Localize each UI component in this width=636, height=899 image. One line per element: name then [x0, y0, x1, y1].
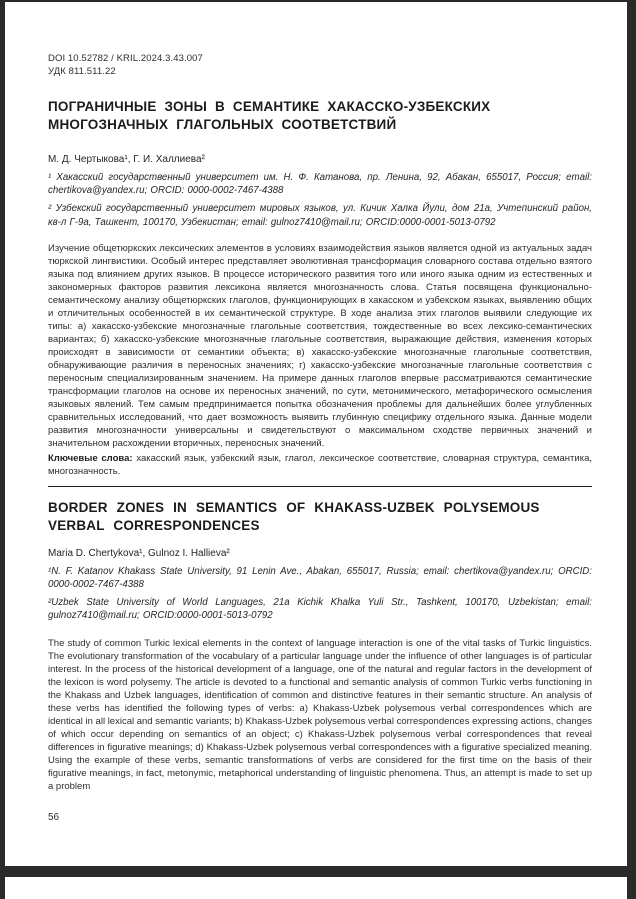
udc-line: УДК 811.511.22 [48, 66, 116, 77]
english-article-title: BORDER ZONES IN SEMANTICS OF KHAKASS-UZBEK POLYSEMOUS VERBAL CORRESPONDENCES [48, 499, 540, 533]
russian-article-title: ПОГРАНИЧНЫЕ ЗОНЫ В СЕМАНТИКЕ ХАКАССКО-УЗБЕКСКИХ МНОГОЗНАЧНЫХ ГЛАГОЛЬНЫХ СООТВЕТСТВИЙ [48, 99, 491, 132]
document-page [5, 2, 627, 866]
russian-authors: М. Д. Чертыкова¹, Г. И. Халлиева² [48, 154, 205, 165]
english-affiliation-2: ²Uzbek State University of World Languages, 21a Kichik Khalka Yuli Str., Tashkent, 100170, Uzbekistan; email: gulnoz7410@mail.ru; ORCID:0000-0001-5013-0792 [48, 597, 592, 622]
keywords-text: хакасский язык, узбекский язык, глагол, лексическое соответствие, словарная структура, семантика, многозначность. [48, 452, 592, 477]
page-content [48, 52, 592, 823]
russian-affiliation-2: ² Узбекский государственный университет мировых языков, ул. Кичик Халка Йули, дом 21а, Учтепинский район, кв-л Г-9а, Ташкент, 100170, Узбекистан; email: gulnoz7410@mail.ru; ORCID:0000-0001-5013-0792 [48, 203, 592, 228]
russian-abstract: Изучение общетюркских лексических элементов в условиях взаимодействия языков является одной из актуальных задач тюркской лингвистики. Особый интерес представляет эволютивная трансформация словарного состава отдельно взятого языка под влиянием других языков. В процессе исторического развития того или иного языка одним из естественных и закономерных факторов развития лексикона является многозначность слова. Статья посвящена функционально-семантическому анализу общетюркских глаголов, функционирующих в хакасском и узбекском языках, выявлению общих и отличительных особенностей в их семантической структуре. В ходе анализа этих глаголов выявили следующие их типы: а) хакасско-узбекские многозначные глагольные соответствия, тождественные во всех лексико-семантических вариантах; б) хакасско-узбекские многозначные глагольные соответствия, выражающие действия, изменения которых происходят в зависимости от семантики объекта; в) хакасско-узбекские многозначные глагольные соответствия, обнаруживающие различия в переносных значениях; г) хакасско-узбекские многозначные глагольные соответствия с переносным специализированным значением. На примере данных глаголов впервые рассматриваются семантические трансформации глаголов на основе их переносных значений, по сути, метонимического, метафорического осмысления языковых явлений. Тем самым предпринимается попытка обозначения проблемы для дальнейших более углубленных сравнительных исследований, что дает возможность выявить глубинную специфику отдельного языка. Данные модели развития многозначности универсальны и свидетельствуют о максимальном сходстве первичных значений и значительном расхождении вторичных, переносных значений. [48, 242, 592, 449]
english-abstract: The study of common Turkic lexical elements in the context of language interaction is one of the vital tasks of Turkic linguistics. The evolutionary transformation of the vocabulary of a particular language under the influence of other languages is of particular interest. In the process of the historical development of a language, one of the natural and regular factors in the development of the lexicon is word polysemy. The article is devoted to a functional and semantic analysis of common Turkic verbs functioning in the Khakass and Uzbek languages, identification of common and distinctive features in their semantic structure. An analysis of these verbs has identified the following types of verbs: a) Khakass-Uzbek polysemous verbal correspondences which are identical in all lexical and semantic variants; b) Khakass-Uzbek polysemous verbal correspondences expressing actions, changes of which occur depending on semantics of an object; c) Khakass-Uzbek polysemous verbal correspondences that reveal differences in figurative meanings; d) Khakass-Uzbek polysemous verbal correspondences with a figurative specialized meaning. Using the example of these verbs, semantic transformations of verbs are considered for the first time on the basis of their figurative meanings, in fact, metonymic, metaphorical understanding of linguistic phenomena. Thus, an attempt is made to set up a problem [48, 637, 592, 792]
section-divider [48, 486, 592, 487]
keywords-label: Ключевые слова: [48, 452, 133, 464]
russian-keywords [48, 452, 592, 478]
page-number: 56 [48, 811, 60, 823]
english-affiliation-1: ¹N. F. Katanov Khakass State University, 91 Lenin Ave., Abakan, 655017, Russia; email: chertikova@yandex.ru; ORCID: 0000-0002-7467-4388 [48, 565, 592, 591]
doi-line: DOI 10.52782 / KRIL.2024.3.43.007 [48, 53, 203, 64]
english-authors: Maria D. Chertykova¹, Gulnoz I. Hallieva² [48, 547, 230, 559]
russian-affiliation-1: ¹ Хакасский государственный университет им. Н. Ф. Катанова, пр. Ленина, 92, Абакан, 655017, Россия; email: chertikova@yandex.ru; ORCID: 0000-0002-7467-4388 [48, 172, 592, 197]
next-page-top-edge [5, 877, 627, 899]
